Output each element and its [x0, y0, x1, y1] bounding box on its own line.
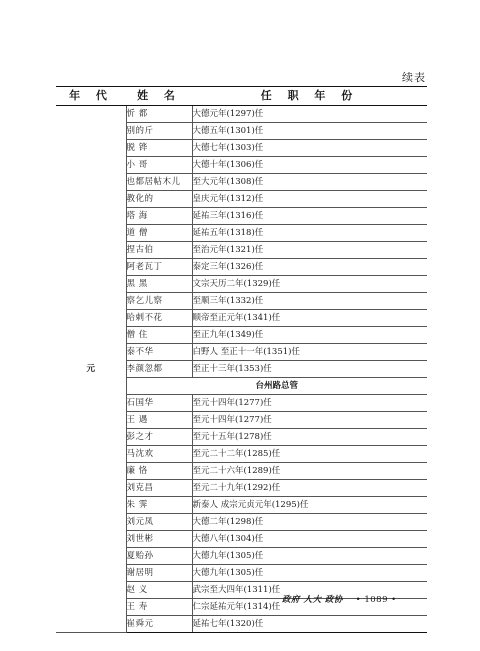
era-column-header: 年 代 — [56, 87, 126, 106]
continued-label: 续表 — [402, 71, 426, 84]
name-cell: 刘元凤 — [126, 514, 192, 531]
name-cell: 脱 铧 — [126, 140, 192, 157]
name-cell: 彭之才 — [126, 429, 192, 446]
term-cell: 大德十年(1306)任 — [192, 157, 427, 174]
name-cell: 李颜忽都 — [126, 361, 192, 378]
term-cell: 延祐七年(1320)任 — [192, 616, 427, 633]
term-cell: 大德七年(1303)任 — [192, 140, 427, 157]
era-cell: 元 — [56, 106, 126, 633]
term-column-header: 任 职 年 份 — [192, 87, 427, 106]
name-cell: 教化的 — [126, 191, 192, 208]
name-cell: 王 寿 — [126, 599, 192, 616]
name-cell: 僧 住 — [126, 327, 192, 344]
name-cell: 刘克昌 — [126, 480, 192, 497]
name-cell: 察乞儿察 — [126, 293, 192, 310]
name-column-header: 姓 名 — [126, 87, 192, 106]
term-cell: 大德二年(1298)任 — [192, 514, 427, 531]
term-cell: 皇庆元年(1312)任 — [192, 191, 427, 208]
name-cell: 阿老瓦丁 — [126, 259, 192, 276]
term-cell: 泰定三年(1326)任 — [192, 259, 427, 276]
term-cell: 大德五年(1301)任 — [192, 123, 427, 140]
section-title: 台州路总管 — [126, 378, 427, 395]
term-cell: 延祐三年(1316)任 — [192, 208, 427, 225]
term-cell: 至治元年(1321)任 — [192, 242, 427, 259]
name-cell: 崔舜元 — [126, 616, 192, 633]
term-cell: 至元十四年(1277)任 — [192, 395, 427, 412]
term-cell: 大德八年(1304)任 — [192, 531, 427, 548]
name-cell: 捏古伯 — [126, 242, 192, 259]
name-cell: 也都居帖木儿 — [126, 174, 192, 191]
term-cell: 至元二十九年(1292)任 — [192, 480, 427, 497]
name-cell: 别的斤 — [126, 123, 192, 140]
officials-table — [56, 86, 427, 633]
term-cell: 大德九年(1305)任 — [192, 548, 427, 565]
name-cell: 小 哥 — [126, 157, 192, 174]
term-cell: 至元十五年(1278)任 — [192, 429, 427, 446]
table-header-row — [56, 87, 427, 106]
name-cell: 黑 黑 — [126, 276, 192, 293]
term-cell: 武宗至大四年(1311)任 — [192, 582, 427, 599]
term-cell: 至顺三年(1332)任 — [192, 293, 427, 310]
name-cell: 石国华 — [126, 395, 192, 412]
name-cell: 谢居明 — [126, 565, 192, 582]
term-cell: 白野人 至正十一年(1351)任 — [192, 344, 427, 361]
name-cell: 廉 恪 — [126, 463, 192, 480]
term-cell: 新泰人 成宗元贞元年(1295)任 — [192, 497, 427, 514]
name-cell: 赵 义 — [126, 582, 192, 599]
name-cell: 道 僧 — [126, 225, 192, 242]
page-number: • 1089 • — [355, 595, 397, 605]
name-cell: 忻 都 — [126, 106, 192, 123]
name-cell: 夏贻孙 — [126, 548, 192, 565]
publisher-label: 政府 人大 政协 — [282, 595, 343, 605]
table-body — [56, 106, 427, 633]
name-cell: 哈剌不花 — [126, 310, 192, 327]
term-cell: 至正九年(1349)任 — [192, 327, 427, 344]
name-cell: 塔 海 — [126, 208, 192, 225]
term-cell: 至元二十六年(1289)任 — [192, 463, 427, 480]
name-cell: 泰不华 — [126, 344, 192, 361]
term-cell: 至大元年(1308)任 — [192, 174, 427, 191]
term-cell: 大德九年(1305)任 — [192, 565, 427, 582]
name-cell: 朱 霁 — [126, 497, 192, 514]
page-footer — [282, 593, 432, 605]
name-cell: 刘世彬 — [126, 531, 192, 548]
name-cell: 王 遇 — [126, 412, 192, 429]
term-cell: 顺帝至正元年(1341)任 — [192, 310, 427, 327]
term-cell: 延祐五年(1318)任 — [192, 225, 427, 242]
term-cell: 仁宗延祐元年(1314)任 — [192, 599, 427, 616]
term-cell: 至元十四年(1277)任 — [192, 412, 427, 429]
term-cell: 文宗天历二年(1329)任 — [192, 276, 427, 293]
term-cell: 至正十三年(1353)任 — [192, 361, 427, 378]
term-cell: 至元二十二年(1285)任 — [192, 446, 427, 463]
table-row — [56, 106, 427, 123]
name-cell: 马沈欢 — [126, 446, 192, 463]
term-cell: 大德元年(1297)任 — [192, 106, 427, 123]
